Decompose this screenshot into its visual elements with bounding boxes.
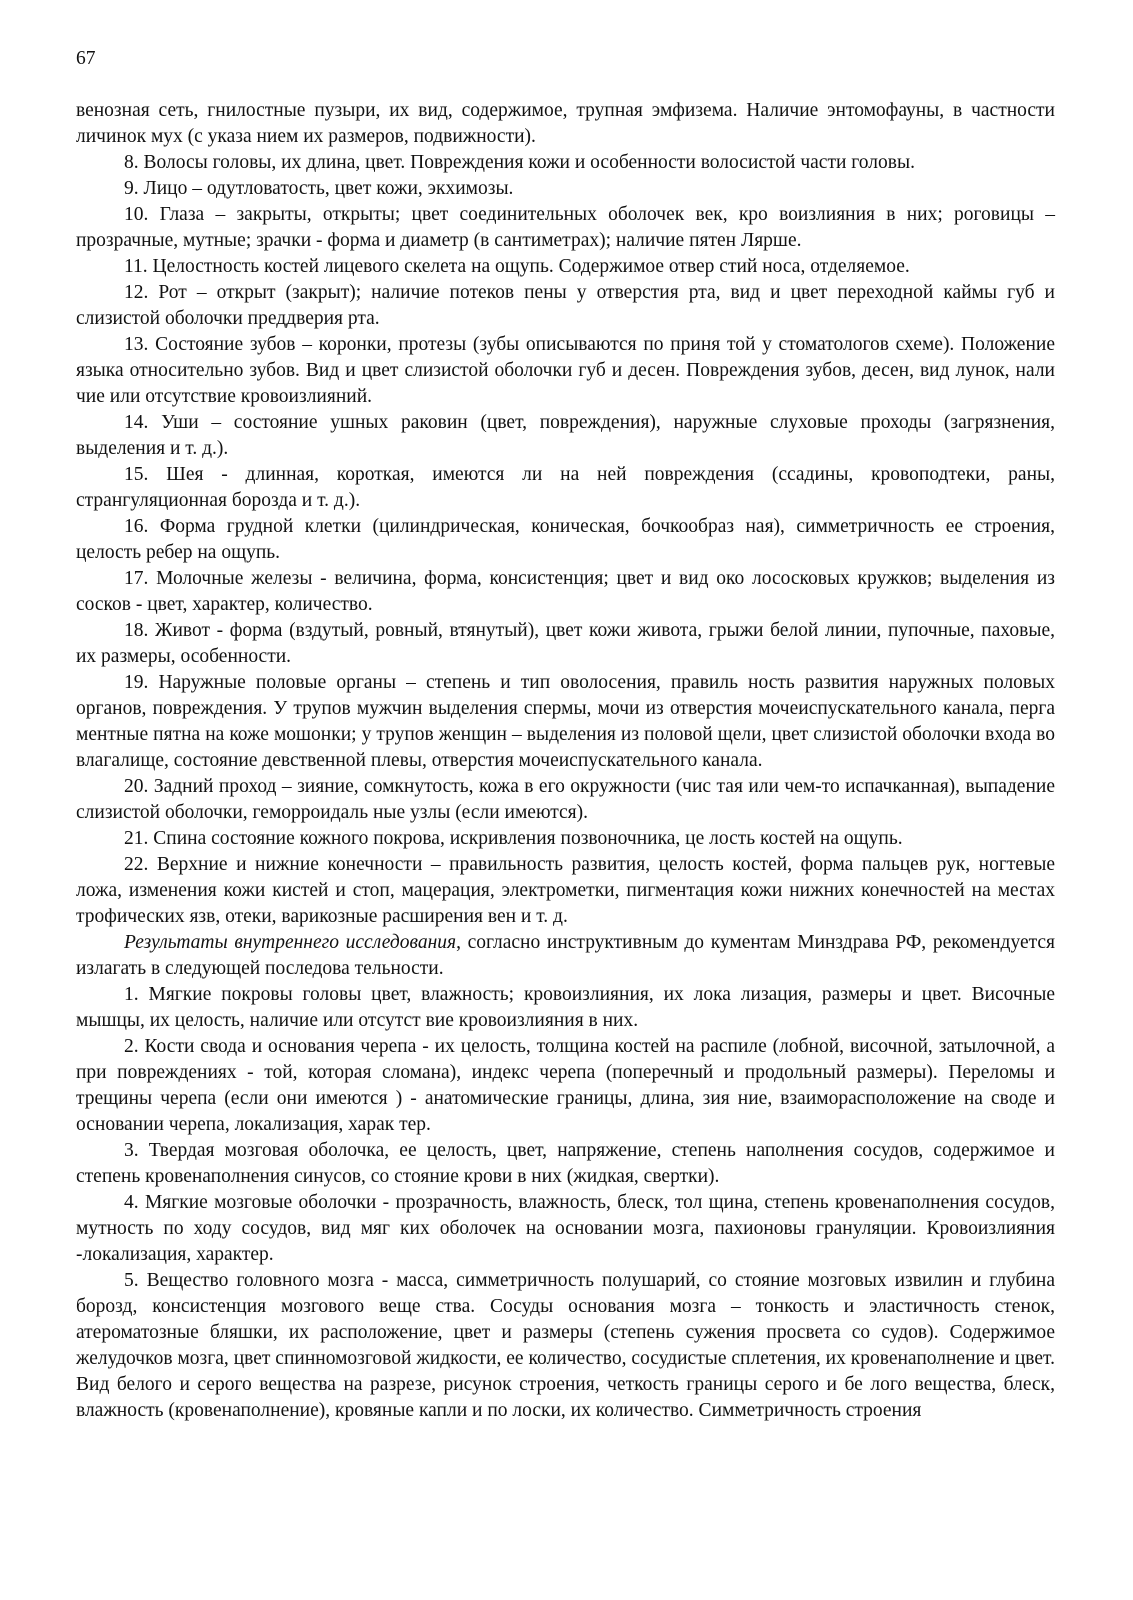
paragraph-item-18: 18. Живот - форма (вздутый, ровный, втянутый), цвет кожи живота, грыжи белой линии, пупочные, паховые, их размеры, особенности. [76, 620, 1055, 667]
paragraph-item-15: 15. Шея - длинная, короткая, имеются ли на ней повреждения (ссадины, кровоподтеки, раны, странгуляционная борозда и т. д.). [76, 464, 1055, 511]
paragraph-item-19: 19. Наружные половые органы – степень и тип оволосения, правиль ность развития наружных половых органов, повреждения. У трупов мужчин выделения спермы, мочи из отверстия мочеиспускательного канала, перга ментные пятна на коже мошонки; у трупов женщин – выделения из половой щели, цвет слизистой оболочки входа во влагалище, состояние девственной плевы, отверстия мочеиспускательного канала. [76, 672, 1055, 771]
paragraph-item-14: 14. Уши – состояние ушных раковин (цвет, повреждения), наружные слуховые проходы (загрязнения, выделения и т. д.). [76, 412, 1055, 459]
page-number: 67 [76, 48, 96, 69]
paragraph-item-20: 20. Задний проход – зияние, сомкнутость, кожа в его окружности (чис тая или чем-то испачканная), выпадение слизистой оболочки, геморроидаль ные узлы (если имеются). [76, 776, 1055, 823]
paragraph-continued: венозная сеть, гнилостные пузыри, их вид, содержимое, трупная эмфизема. Наличие энтомофауны, в частности личинок мух (с указа нием их размеров, подвижности). [76, 100, 1055, 147]
paragraph-item-13: 13. Состояние зубов – коронки, протезы (зубы описываются по приня той у стоматологов схеме). Положение языка относительно зубов. Вид и цвет слизистой оболочки губ и десен. Повреждения зубов, десен, вид лунок, нали чие или отсутствие кровоизлияний. [76, 334, 1055, 407]
paragraph-item-8: 8. Волосы головы, их длина, цвет. Повреждения кожи и особенности волосистой части головы. [124, 152, 915, 173]
paragraph-item-22: 22. Верхние и нижние конечности – правильность развития, целость костей, форма пальцев рук, ногтевые ложа, изменения кожи кистей и стоп, мацерация, электрометки, пигментация кожи нижних конечностей на местах трофических язв, отеки, варикозные расширения вен и т. д. [76, 854, 1055, 927]
paragraph-item-12: 12. Рот – открыт (закрыт); наличие потеков пены у отверстия рта, вид и цвет переходной каймы губ и слизистой оболочки преддверия рта. [76, 282, 1055, 329]
paragraph-item-9: 9. Лицо – одутловатость, цвет кожи, экхимозы. [124, 178, 514, 199]
internal-item-2: 2. Кости свода и основания черепа - их целость, толщина костей на распиле (лобной, височной, затылочной, а при повреждениях - той, которая сломана), индекс черепа (поперечный и продольный размеры). Переломы и трещины черепа (если они имеются ) - анатомические границы, длина, зия ние, взаиморасположение на своде и основании черепа, локализация, харак тер. [76, 1036, 1055, 1135]
internal-item-3: 3. Твердая мозговая оболочка, ее целость, цвет, напряжение, степень наполнения сосудов, содержимое и степень кровенаполнения синусов, со стояние крови в них (жидкая, свертки). [76, 1140, 1055, 1187]
paragraph-item-17: 17. Молочные железы - величина, форма, консистенция; цвет и вид око лососковых кружков; выделения из сосков - цвет, характер, количество. [76, 568, 1055, 615]
document-body [76, 98, 1055, 1424]
internal-item-4: 4. Мягкие мозговые оболочки - прозрачность, влажность, блеск, тол щина, степень кровенаполнения сосудов, мутность по ходу сосудов, вид мяг ких оболочек на основании мозга, пахионовы грануляции. Кровоизлияния -локализация, характер. [76, 1192, 1055, 1265]
paragraph-item-16: 16. Форма грудной клетки (цилиндрическая, коническая, бочкообраз ная), симметричность ее строения, целость ребер на ощупь. [76, 516, 1055, 563]
paragraph-item-10: 10. Глаза – закрыты, открыты; цвет соединительных оболочек век, кро воизлияния в них; роговицы – прозрачные, мутные; зрачки - форма и диаметр (в сантиметрах); наличие пятен Лярше. [76, 204, 1055, 251]
paragraph-item-21: 21. Спина состояние кожного покрова, искривления позвоночника, це лость костей на ощупь. [124, 828, 903, 849]
internal-exam-intro [76, 930, 1055, 982]
paragraph-item-11: 11. Целостность костей лицевого скелета на ощупь. Содержимое отвер стий носа, отделяемое. [124, 256, 910, 277]
internal-item-1: 1. Мягкие покровы головы цвет, влажность; кровоизлияния, их лока лизация, размеры и цвет. Височные мышцы, их целость, наличие или отсутст вие кровоизлияния в них. [76, 984, 1055, 1031]
internal-exam-intro-text: , согласно инструктивным до кументам Минздрава РФ, рекомендуется излагать в следующей последова тельности. [76, 932, 1055, 979]
internal-item-5: 5. Вещество головного мозга - масса, симметричность полушарий, со стояние мозговых извилин и глубина борозд, консистенция мозгового веще ства. Сосуды основания мозга – тонкость и эластичность стенок, атероматозные бляшки, их расположение, цвет и размеры (степень сужения просвета со судов). Содержимое желудочков мозга, цвет спинномозговой жидкости, ее количество, сосудистые сплетения, их кровенаполнение и цвет. Вид белого и серого вещества на разрезе, рисунок строения, четкость границы серого и бе лого вещества, блеск, влажность (кровенаполнение), кровяные капли и по лоски, их количество. Симметричность строения [76, 1270, 1055, 1421]
internal-exam-heading: Результаты внутреннего исследования [124, 932, 457, 953]
